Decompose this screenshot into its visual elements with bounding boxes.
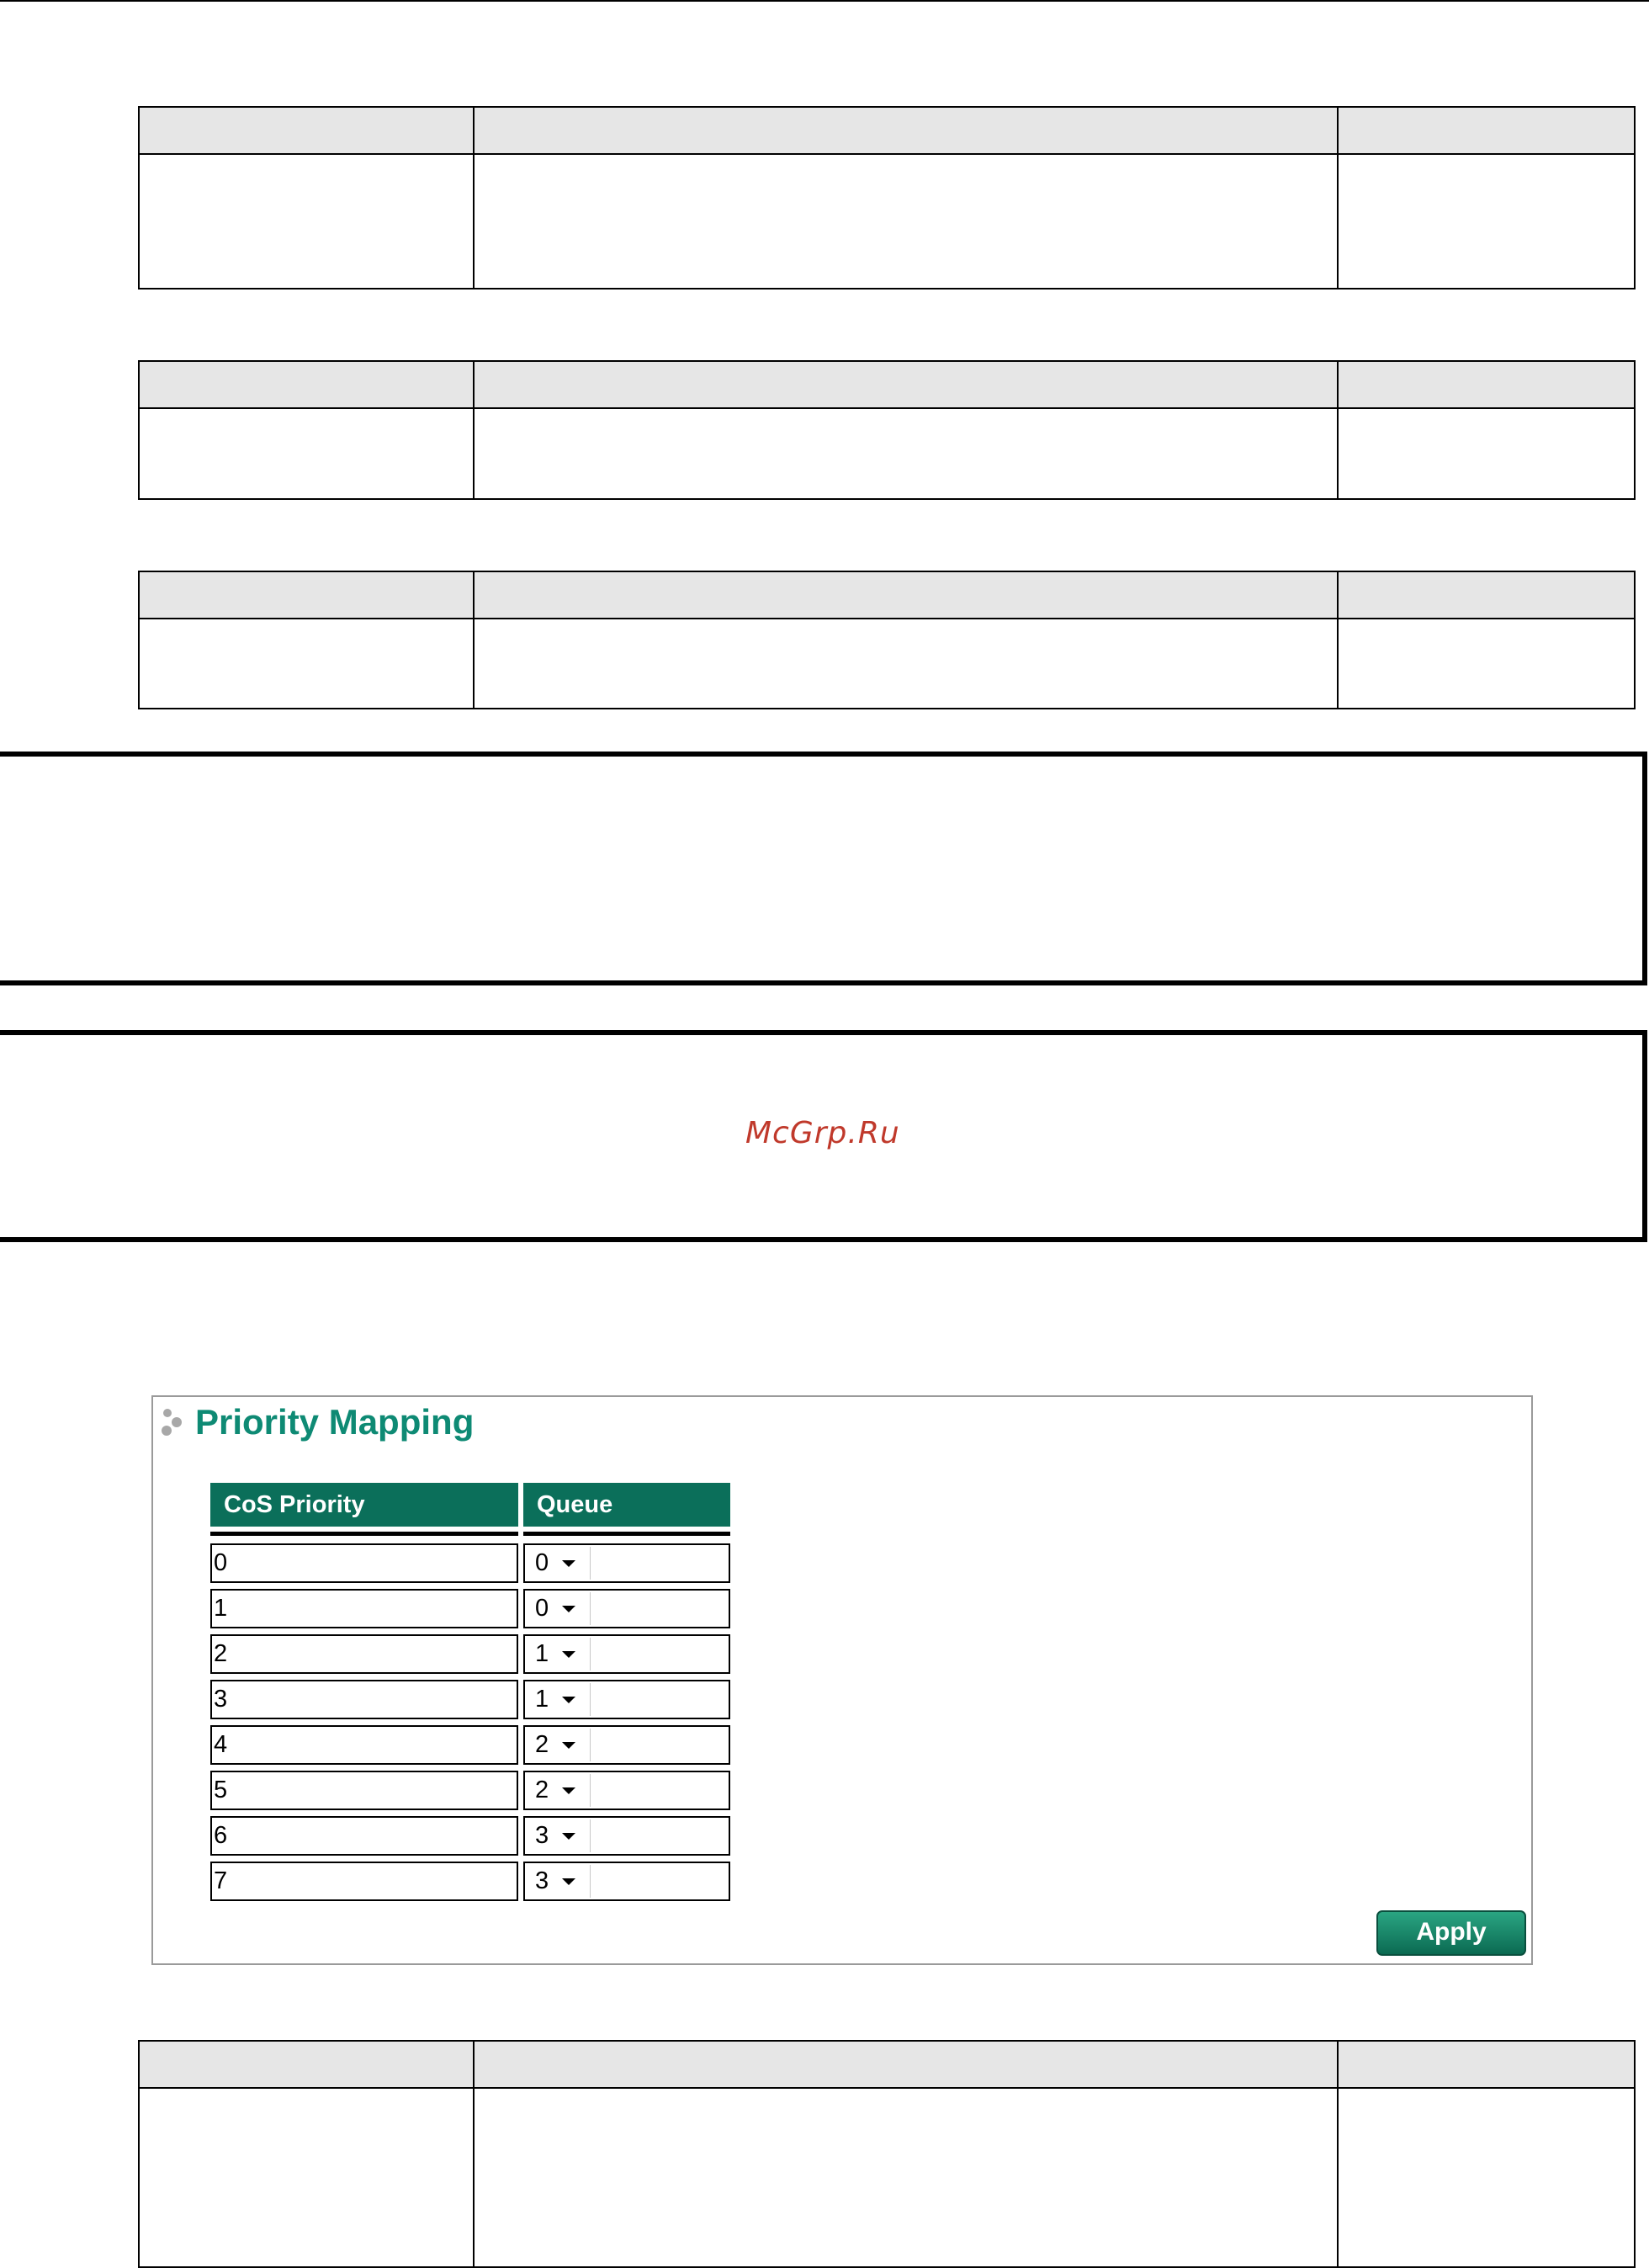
queue-cell — [523, 1680, 730, 1719]
table-row — [210, 1771, 730, 1810]
param-table-4 — [138, 2040, 1636, 2268]
cos-priority-cell: 6 — [210, 1816, 518, 1856]
chevron-down-icon — [562, 1742, 575, 1749]
param-table-row — [140, 619, 1634, 709]
queue-select[interactable] — [527, 1592, 591, 1625]
bullet-dots-icon — [158, 1404, 192, 1441]
page-top-rule — [0, 0, 1649, 2]
cos-priority-cell: 1 — [210, 1589, 518, 1628]
queue-cell — [523, 1816, 730, 1856]
queue-select[interactable] — [527, 1683, 591, 1716]
param-table-1 — [138, 106, 1636, 289]
queue-value: 1 — [535, 1686, 549, 1713]
queue-select[interactable] — [527, 1547, 591, 1580]
header-underline — [210, 1532, 730, 1536]
queue-value: 0 — [535, 1595, 549, 1622]
table-row — [210, 1634, 730, 1674]
queue-select[interactable] — [527, 1865, 591, 1898]
chevron-down-icon — [562, 1606, 575, 1612]
chevron-down-icon — [562, 1651, 575, 1658]
chevron-down-icon — [562, 1878, 575, 1885]
queue-value: 3 — [535, 1867, 549, 1894]
cos-priority-cell: 2 — [210, 1634, 518, 1674]
table-body — [210, 1543, 730, 1901]
queue-cell — [523, 1862, 730, 1901]
queue-select[interactable] — [527, 1774, 591, 1807]
table-row — [210, 1816, 730, 1856]
param-table-header — [140, 108, 1634, 155]
param-table-header — [140, 362, 1634, 409]
queue-select[interactable] — [527, 1638, 591, 1670]
queue-select[interactable] — [527, 1729, 591, 1761]
queue-select[interactable] — [527, 1819, 591, 1852]
queue-cell — [523, 1543, 730, 1583]
chevron-down-icon — [562, 1787, 575, 1794]
column-header-queue: Queue — [523, 1483, 730, 1527]
table-row — [210, 1543, 730, 1583]
queue-value: 0 — [535, 1549, 549, 1576]
cos-priority-cell: 3 — [210, 1680, 518, 1719]
cos-priority-cell: 4 — [210, 1725, 518, 1765]
priority-mapping-panel — [151, 1395, 1533, 1965]
queue-cell — [523, 1725, 730, 1765]
queue-cell — [523, 1771, 730, 1810]
queue-value: 1 — [535, 1640, 549, 1667]
panel-title: Priority Mapping — [195, 1402, 475, 1442]
column-header-cos-priority: CoS Priority — [210, 1483, 518, 1527]
chevron-down-icon — [562, 1560, 575, 1567]
chevron-down-icon — [562, 1833, 575, 1840]
param-table-2 — [138, 360, 1636, 500]
param-table-row — [140, 409, 1634, 500]
param-table-row — [140, 155, 1634, 289]
queue-cell — [523, 1589, 730, 1628]
table-row — [210, 1680, 730, 1719]
queue-cell — [523, 1634, 730, 1674]
queue-value: 2 — [535, 1731, 549, 1758]
apply-button[interactable]: Apply — [1376, 1910, 1526, 1956]
param-table-header — [140, 572, 1634, 619]
table-row — [210, 1862, 730, 1901]
table-row — [210, 1725, 730, 1765]
chevron-down-icon — [562, 1697, 575, 1703]
param-table-row — [140, 2089, 1634, 2268]
param-table-header — [140, 2042, 1634, 2089]
panel-header — [158, 1402, 474, 1442]
table-header — [210, 1483, 730, 1527]
priority-mapping-table — [210, 1483, 730, 1907]
queue-value: 3 — [535, 1822, 549, 1849]
param-table-3 — [138, 571, 1636, 709]
cos-priority-cell: 5 — [210, 1771, 518, 1810]
table-row — [210, 1589, 730, 1628]
queue-value: 2 — [535, 1777, 549, 1803]
watermark-text: McGrp.Ru — [745, 1116, 900, 1150]
cos-priority-cell: 7 — [210, 1862, 518, 1901]
cos-priority-cell: 0 — [210, 1543, 518, 1583]
note-box-1 — [0, 752, 1647, 985]
